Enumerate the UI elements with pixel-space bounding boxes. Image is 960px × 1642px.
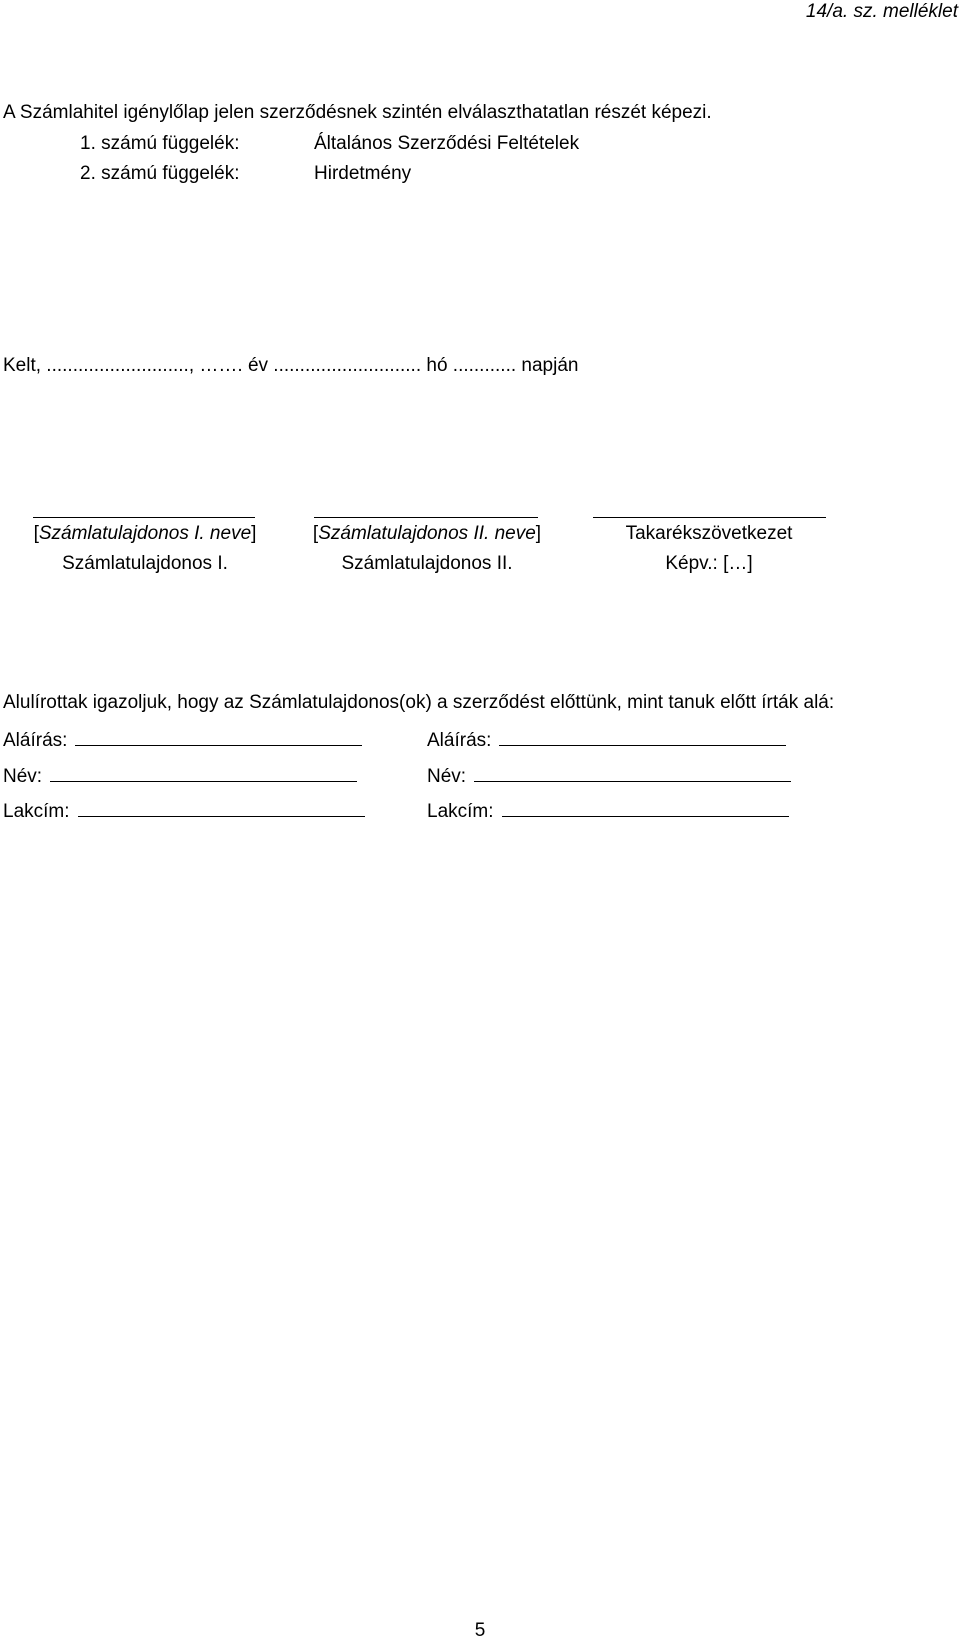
witness-1-address-label: Lakcím: bbox=[3, 801, 70, 822]
signature-line-owner-1 bbox=[33, 517, 255, 518]
page-number: 5 bbox=[474, 1620, 486, 1641]
witness-2-address-label: Lakcím: bbox=[427, 801, 494, 822]
appendix-2-title: Hirdetmény bbox=[314, 163, 412, 184]
witness-2-signature-blank bbox=[499, 744, 786, 746]
witness-1-signature-blank bbox=[75, 744, 362, 746]
witness-2-address-row bbox=[427, 802, 789, 821]
signature-line-owner-2 bbox=[314, 517, 538, 518]
witness-1-signature-row bbox=[3, 731, 362, 750]
owner-1-name-placeholder: [Számlatulajdonos I. neve] bbox=[33, 523, 257, 544]
date-line: Kelt, ..........................., ……. év ............................ hó ............ napján bbox=[3, 355, 579, 376]
bank-representative: Képv.: […] bbox=[665, 553, 753, 574]
signature-block-owner-2 bbox=[305, 519, 549, 579]
intro-sentence: A Számlahitel igénylőlap jelen szerződésnek szintén elválaszthatatlan részét képezi. bbox=[3, 102, 712, 123]
owner-1-role: Számlatulajdonos I. bbox=[62, 553, 228, 574]
witness-1-name-label: Név: bbox=[3, 766, 43, 787]
witness-2-name-row bbox=[427, 767, 791, 786]
appendix-1-title: Általános Szerződési Feltételek bbox=[314, 133, 580, 154]
witness-1-address-blank bbox=[78, 815, 365, 817]
owner-2-role: Számlatulajdonos II. bbox=[341, 553, 513, 574]
bank-name: Takarékszövetkezet bbox=[625, 523, 793, 544]
appendix-1-number: 1. számú függelék: bbox=[80, 133, 240, 154]
appendix-2-number: 2. számú függelék: bbox=[80, 163, 240, 184]
witness-2-name-blank bbox=[474, 780, 791, 782]
signature-line-bank bbox=[593, 517, 826, 518]
witness-1-name-blank bbox=[50, 780, 357, 782]
signature-block-owner-1 bbox=[23, 519, 267, 579]
witness-2-address-blank bbox=[502, 815, 789, 817]
annex-label: 14/a. sz. melléklet bbox=[805, 1, 958, 22]
witness-1-address-row bbox=[3, 802, 365, 821]
owner-2-name-placeholder: [Számlatulajdonos II. neve] bbox=[312, 523, 542, 544]
witness-2-signature-row bbox=[427, 731, 786, 750]
witness-2-signature-label: Aláírás: bbox=[427, 730, 492, 751]
signature-block-bank bbox=[587, 519, 831, 579]
attestation-text: Alulírottak igazoljuk, hogy az Számlatulajdonos(ok) a szerződést előttünk, mint tanuk előtt írták alá: bbox=[3, 692, 835, 713]
witness-1-signature-label: Aláírás: bbox=[3, 730, 68, 751]
witness-2-name-label: Név: bbox=[427, 766, 467, 787]
witness-1-name-row bbox=[3, 767, 357, 786]
